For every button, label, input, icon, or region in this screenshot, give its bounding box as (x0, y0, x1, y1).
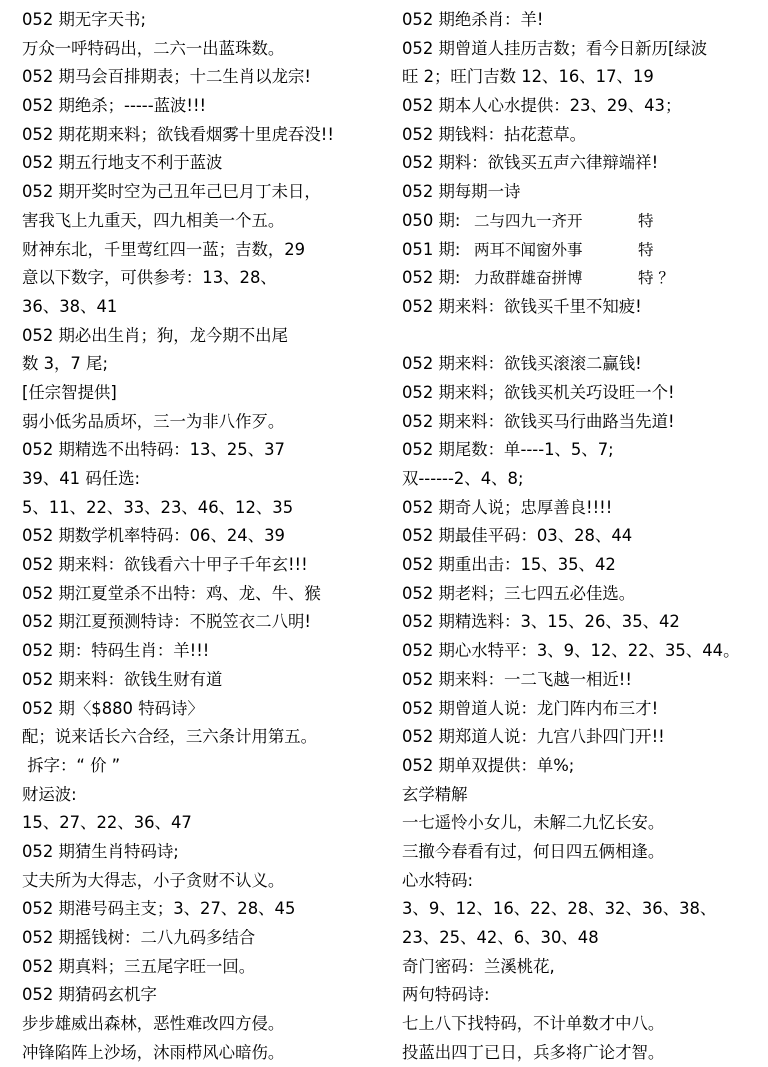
text-line: 23、25、42、6、30、48 (402, 928, 599, 947)
text-line: 052 期来料：欲钱买滚滚二赢钱! (402, 354, 642, 374)
text-line: 052 期绝杀；-----蓝波!!! (22, 96, 207, 116)
section-heading: 玄学精解 (402, 784, 468, 804)
text-line: 052 期精选不出特码：13、25、37 (22, 440, 285, 460)
text-line: 心水特码: (402, 870, 474, 890)
text-line: 丈夫所为大得志，小子贪财不认义。 (22, 870, 285, 890)
text-line: 052 期每期一诗 (402, 182, 521, 202)
text-line: 052 期马会百排期表；十二生肖以龙宗! (22, 67, 311, 87)
poem-row (402, 236, 768, 265)
blank-line (402, 322, 768, 351)
text-line: 052 期江夏预测特诗：不脱笠衣二八明! (22, 612, 311, 632)
text-line: 052 期必出生肖；狗，龙今期不出尾 (22, 325, 288, 345)
text-line: 052 期猜生肖特码诗; (22, 841, 179, 861)
text-line: 052 期〈$880 特码诗〉 (22, 698, 204, 718)
text-line: 财神东北，千里莺红四一蓝；吉数，29 (22, 239, 306, 259)
text-line: 052 期单双提供：单%; (402, 755, 575, 775)
text-line: 投蓝出四丁已日，兵多将广论才智。 (402, 1042, 665, 1062)
text-line: 052 期郑道人说：九宫八卦四门开!! (402, 727, 665, 747)
text-line: 052 期江夏堂杀不出特：鸡、龙、牛、猴 (22, 583, 321, 603)
text-line: 39、41 码任选: (22, 469, 141, 488)
text-line: 052 期老料；三七四五必佳选。 (402, 583, 636, 603)
poem-tag: 特 (638, 240, 654, 259)
text-line: 害我飞上九重天，四九相美一个五。 (22, 210, 285, 230)
text-line: 旺 2；旺门吉数 12、16、17、19 (402, 67, 654, 87)
text-line: 052 期来料：一二飞越一相近!! (402, 669, 632, 689)
text-line: 052 期猜码玄机字 (22, 985, 157, 1005)
text-line: 15、27、22、36、47 (22, 813, 192, 833)
text-line: 052 期重出击：15、35、42 (402, 555, 616, 575)
text-line: [任宗智提供] (22, 382, 117, 402)
text-line: 052 期绝杀肖：羊! (402, 10, 544, 29)
poem-verse: 二与四九一齐开 (474, 211, 583, 230)
poem-tag: 特 (638, 211, 654, 230)
text-line: 弱小低劣品质坏，三一为非八作歹。 (22, 411, 285, 431)
text-line: 052 期真料；三五尾字旺一回。 (22, 956, 256, 976)
text-line: 052 期：特码生肖：羊!!! (22, 641, 210, 661)
text-line: 052 期曾道人说：龙门阵内布三才! (402, 698, 659, 718)
text-line: 052 期奇人说；忠厚善良!!!! (402, 497, 613, 517)
text-line: 3、9、12、16、22、28、32、36、38、 (402, 899, 717, 919)
text-line: 052 期五行地支不利于蓝波 (22, 153, 223, 173)
text-line: 052 期数学机率特码：06、24、39 (22, 526, 285, 546)
text-line: 052 期开奖时空为己丑年己巳月丁未日， (22, 182, 321, 202)
poem-issue: 050 期: (402, 210, 461, 230)
text-line: 052 期来料：欲钱买千里不知疲! (402, 296, 642, 316)
text-line: 配；说来话长六合经，三六条计用第五。 (22, 727, 318, 747)
text-line: 数 3，7 尾; (22, 354, 108, 374)
text-line: 052 期最佳平码：03、28、44 (402, 526, 633, 546)
text-line: 奇门密码：兰溪桃花, (402, 956, 555, 976)
text-line: 052 期摇钱树：二八九码多结合 (22, 928, 256, 947)
text-line: 052 期港号码主支；3、27、28、45 (22, 899, 296, 919)
text-line: 三撤今春看有过，何日四五俩相逢。 (402, 841, 665, 861)
poem-issue: 051 期: (402, 239, 461, 259)
text-line: 一七遥怜小女儿，未解二九忆长安。 (402, 813, 665, 833)
text-line: 052 期料：欲钱买五声六律辩端祥! (402, 153, 659, 173)
text-line: 052 期来料；欲钱买机关巧设旺一个! (402, 382, 675, 402)
text-line: 5、11、22、33、23、46、12、35 (22, 497, 294, 517)
text-line: 052 期无字天书; (22, 10, 146, 29)
text-line: 36、38、41 (22, 296, 118, 316)
text-line: 双------2、4、8; (402, 469, 524, 488)
text-line: 拆字：“ 价 ” (22, 755, 121, 775)
poem-row (402, 207, 768, 236)
text-line: 两句特码诗: (402, 985, 490, 1005)
text-line: 052 期曾道人挂历吉数；看今日新历[绿波 (402, 38, 708, 58)
text-line: 052 期精选料：3、15、26、35、42 (402, 612, 680, 632)
text-line: 052 期来料：欲钱买马行曲路当先道! (402, 411, 675, 431)
poem-verse: 力敌群雄奋拼博 (474, 269, 583, 288)
text-line: 052 期尾数：单----1、5、7; (402, 440, 614, 460)
text-line: 052 期心水特平：3、9、12、22、35、44。 (402, 641, 740, 661)
text-line: 052 期钱料：拈花惹草。 (402, 124, 587, 144)
text-line: 意以下数字，可供参考：13、28、 (22, 268, 277, 288)
poem-row (402, 264, 768, 293)
text-line: 052 期来料：欲钱看六十甲子千年玄!!! (22, 555, 308, 575)
poem-tag: 特 ？ (638, 269, 674, 288)
text-line: 052 期本人心水提供：23、29、43； (402, 96, 682, 116)
text-line: 冲锋陷阵上沙场，沐雨栉风心暗伤。 (22, 1042, 285, 1062)
poem-verse: 两耳不闻窗外事 (474, 240, 583, 259)
text-line: 052 期来料：欲钱生财有道 (22, 669, 223, 689)
text-line: 052 期花期来料；欲钱看烟雾十里虎吞没!! (22, 124, 334, 144)
text-line: 步步雄威出森林，恶性难改四方侵。 (22, 1014, 285, 1034)
text-line: 七上八下找特码，不计单数才中八。 (402, 1014, 665, 1034)
text-line: 财运波: (22, 784, 77, 804)
poem-issue: 052 期: (402, 268, 461, 288)
right-column (390, 0, 768, 1062)
text-line: 万众一呼特码出，二六一出蓝珠数。 (22, 38, 285, 58)
